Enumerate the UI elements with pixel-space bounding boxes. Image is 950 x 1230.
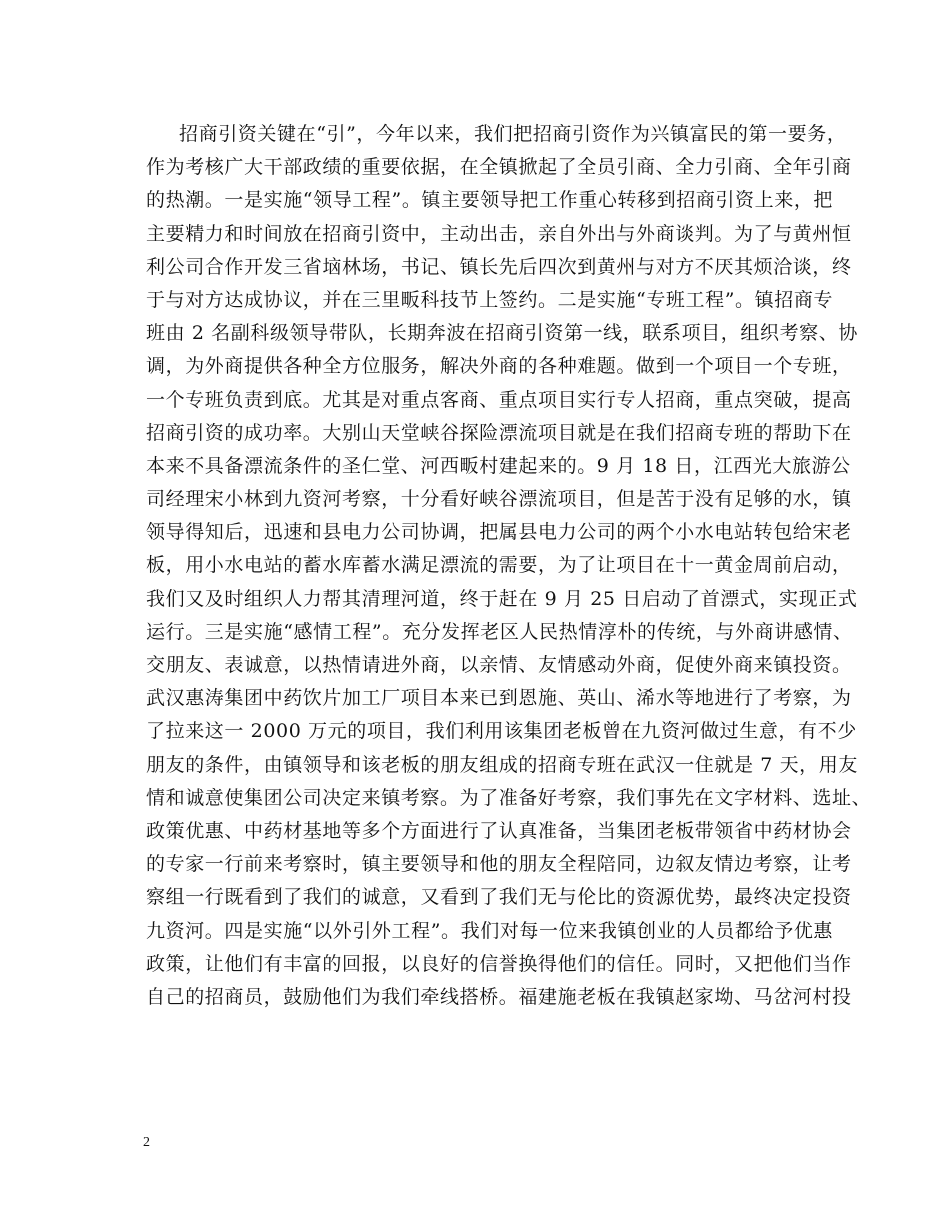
text-line: 一个专班负责到底。尤其是对重点客商、重点项目实行专人招商，重点突破，提高 bbox=[146, 388, 852, 411]
text-line: 司经理宋小林到九资河考察，十分看好峡谷漂流项目，但是苦于没有足够的水，镇 bbox=[146, 488, 852, 511]
text-line: 的热潮。一是实施“领导工程”。镇主要领导把工作重心转移到招商引资上来，把 bbox=[146, 189, 834, 212]
text-line: 武汉惠涛集团中药饮片加工厂项目本来已到恩施、英山、浠水等地进行了考察，为 bbox=[146, 687, 852, 710]
text-line: 政策，让他们有丰富的回报，以良好的信誉换得他们的信任。同时，又把他们当作 bbox=[146, 952, 852, 975]
text-line: 利公司合作开发三省垴林场，书记、镇长先后四次到黄州与对方不厌其烦洽谈，终 bbox=[146, 255, 852, 278]
text-line: 调，为外商提供各种全方位服务，解决外商的各种难题。做到一个项目一个专班， bbox=[146, 355, 852, 378]
text-line: 主要精力和时间放在招商引资中，主动出击，亲自外出与外商谈判。为了与黄州恒 bbox=[146, 222, 852, 245]
text-line: 我们又及时组织人力帮其清理河道，终于赶在 9 月 25 日启动了首漂式，实现正式 bbox=[146, 587, 858, 610]
text-line: 情和诚意使集团公司决定来镇考察。为了准备好考察，我们事先在文字材料、选址、 bbox=[146, 786, 872, 809]
text-line: 招商引资的成功率。大别山天堂峡谷探险漂流项目就是在我们招商专班的帮助下在 bbox=[146, 421, 852, 444]
text-line: 招商引资关键在“引”，今年以来，我们把招商引资作为兴镇富民的第一要务， bbox=[179, 123, 847, 145]
body-paragraph bbox=[146, 118, 872, 1014]
text-line: 班由 2 名副科级领导带队，长期奔波在招商引资第一线，联系项目，组织考察、协 bbox=[146, 322, 858, 345]
text-line: 的专家一行前来考察时，镇主要领导和他的朋友全程陪同，边叙友情边考察，让考 bbox=[146, 853, 852, 876]
text-line: 于与对方达成协议，并在三里畈科技节上签约。二是实施“专班工程”。镇招商专 bbox=[146, 288, 834, 311]
text-line: 板，用小水电站的蓄水库蓄水满足漂流的需要，为了让项目在十一黄金周前启动， bbox=[146, 554, 852, 577]
text-line: 作为考核广大干部政绩的重要依据，在全镇掀起了全员引商、全力引商、全年引商 bbox=[146, 156, 852, 179]
text-line: 政策优惠、中药材基地等多个方面进行了认真准备，当集团老板带领省中药材协会 bbox=[146, 819, 852, 842]
text-line: 察组一行既看到了我们的诚意，又看到了我们无与伦比的资源优势，最终决定投资 bbox=[146, 886, 852, 909]
text-line: 本来不具备漂流条件的圣仁堂、河西畈村建起来的。9 月 18 日，江西光大旅游公 bbox=[146, 454, 851, 477]
text-line: 运行。三是实施“感情工程”。充分发挥老区人民热情淳朴的传统，与外商讲感情、 bbox=[146, 620, 853, 643]
text-line: 交朋友、表诚意，以热情请进外商，以亲情、友情感动外商，促使外商来镇投资。 bbox=[146, 654, 852, 676]
text-line: 自己的招商员，鼓励他们为我们牵线搭桥。福建施老板在我镇赵家坳、马岔河村投 bbox=[146, 985, 852, 1008]
text-line: 朋友的条件，由镇领导和该老板的朋友组成的招商专班在武汉一住就是 7 天，用友 bbox=[146, 753, 858, 776]
text-line: 了拉来这一 2000 万元的项目，我们利用该集团老板曾在九资河做过生意，有不少 bbox=[146, 720, 857, 743]
text-line: 领导得知后，迅速和县电力公司协调，把属县电力公司的两个小水电站转包给宋老 bbox=[146, 521, 852, 544]
page-number: 2 bbox=[143, 1135, 150, 1150]
text-line: 九资河。四是实施“以外引外工程”。我们对每一位来我镇创业的人员都给予优惠 bbox=[146, 919, 834, 942]
